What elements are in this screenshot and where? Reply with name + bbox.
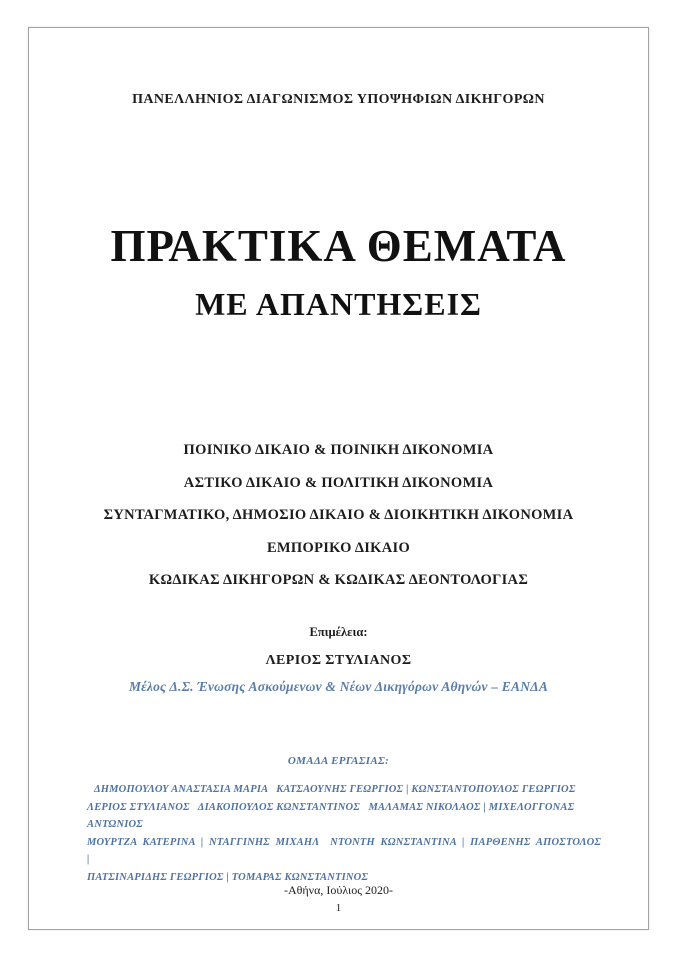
workgroup-names-line: ΜΟΥΡΤΖΑ ΚΑΤΕΡΙΝΑ | ΝΤΑΓΓΙΝΗΣ ΜΙΧΑΗΛ ΝΤΟΝΤΗ ΚΩΝΣΤΑΝΤΙΝΑ | ΠΑΡΘΕΝΗΣ ΑΠΟΣΤΟΛΟΣ | [87, 836, 607, 865]
subject-item: ΑΣΤΙΚΟ ΔΙΚΑΙΟ & ΠΟΛΙΤΙΚΗ ΔΙΚΟΝΟΜΙΑ [183, 474, 494, 491]
document-header: ΠΑΝΕΛΛΗΝΙΟΣ ΔΙΑΓΩΝΙΣΜΟΣ ΥΠΟΨΗΦΙΩΝ ΔΙΚΗΓΟΡΩΝ [132, 92, 545, 107]
editor-name: ΛΕΡΙΟΣ ΣΤΥΛΙΑΝΟΣ [265, 653, 412, 668]
workgroup-names-line: ΔΗΜΟΠΟΥΛΟΥ ΑΝΑΣΤΑΣΙΑ ΜΑΡΙΑ ΚΑΤΣΑΟΥΝΗΣ ΓΕΩΡΓΙΟΣ | ΚΩΝΣΤΑΝΤΟΠΟΥΛΟΣ ΓΕΩΡΓΙΟΣ [94, 784, 576, 795]
subject-item: ΕΜΠΟΡΙΚΟ ΔΙΚΑΙΟ [266, 539, 411, 556]
subject-item: ΚΩΔΙΚΑΣ ΔΙΚΗΓΟΡΩΝ & ΚΩΔΙΚΑΣ ΔΕΟΝΤΟΛΟΓΙΑΣ [148, 572, 529, 588]
page-number: 1 [335, 902, 342, 914]
document-page [28, 27, 649, 930]
workgroup-names-line: ΛΕΡΙΟΣ ΣΤΥΛΙΑΝΟΣ ΔΙΑΚΟΠΟΥΛΟΣ ΚΩΝΣΤΑΝΤΙΝΟΣ ΜΑΛΑΜΑΣ ΝΙΚΟΛΑΟΣ | ΜΙΧΕΛΟΓΓΟΝΑΣ ΑΝΤΩΝΙΟΣ [87, 801, 577, 830]
editor-label: Επιμέλεια: [309, 625, 368, 639]
editor-role: Μέλος Δ.Σ. Ένωσης Ασκούμενων & Νέων Δικηγόρων Αθηνών – ΕΑΝΔΑ [128, 679, 549, 694]
workgroup-name-list [87, 781, 608, 886]
document-subtitle: ΜΕ ΑΠΑΝΤΗΣΕΙΣ [195, 286, 482, 322]
workgroup-label: ΟΜΑΔΑ ΕΡΓΑΣΙΑΣ: [287, 755, 390, 767]
subject-list [29, 434, 648, 597]
document-title: ΠΡΑΚΤΙΚΑ ΘΕΜΑΤΑ [110, 221, 567, 271]
workgroup-names-line: ΠΑΤΣΙΝΑΡΙΔΗΣ ΓΕΩΡΓΙΟΣ | ΤΟΜΑΡΑΣ ΚΩΝΣΤΑΝΤΙΝΟΣ [87, 871, 369, 883]
subject-item: ΣΥΝΤΑΓΜΑΤΙΚΟ, ΔΗΜΟΣΙΟ ΔΙΚΑΙΟ & ΔΙΟΙΚΗΤΙΚΗ ΔΙΚΟΝΟΜΙΑ [103, 507, 574, 523]
subject-item: ΠΟΙΝΙΚΟ ΔΙΚΑΙΟ & ΠΟΙΝΙΚΗ ΔΙΚΟΝΟΜΙΑ [183, 442, 494, 458]
date-line: -Αθήνα, Ιούλιος 2020- [284, 883, 393, 897]
